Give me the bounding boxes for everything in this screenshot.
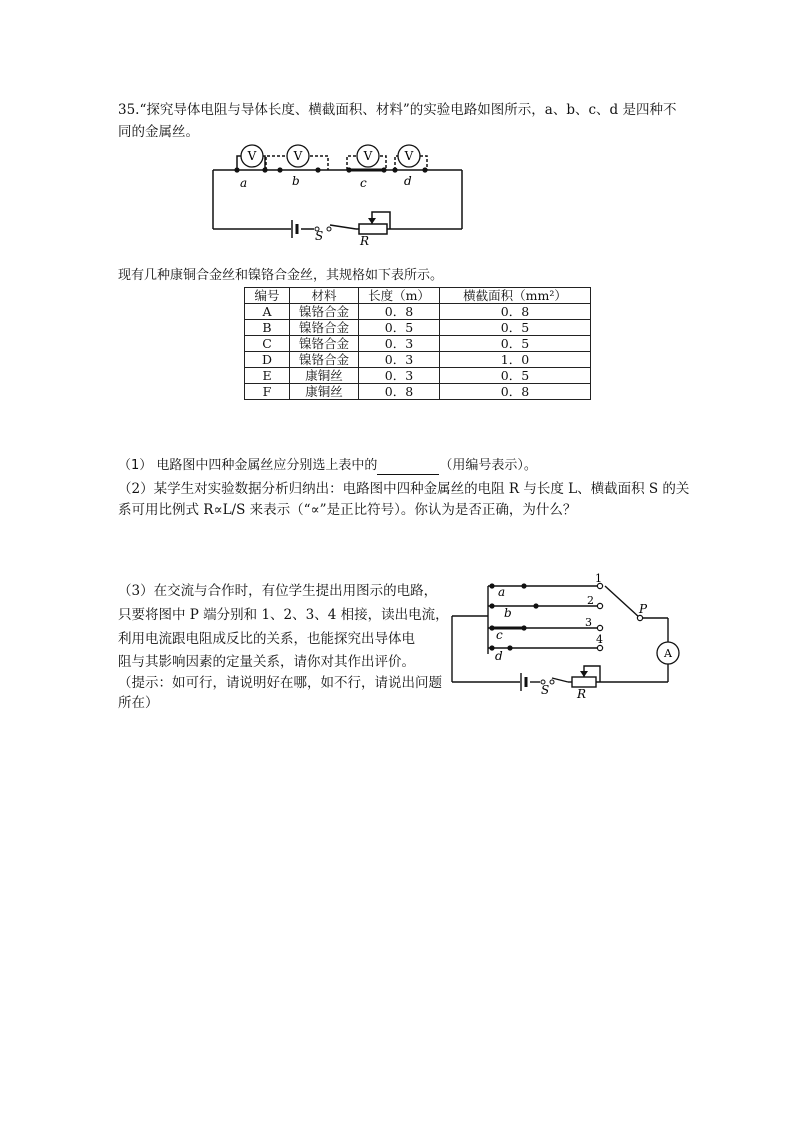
table-cell: 0．8: [440, 384, 591, 400]
table-header-row: [245, 288, 591, 304]
table-cell: 镍铬合金: [290, 352, 359, 368]
table-row: [245, 368, 591, 384]
table-cell: 0．3: [359, 352, 440, 368]
rheostat-label: R: [360, 234, 370, 246]
terminal-label: 3: [585, 616, 592, 629]
question-3-line: （提示：如可行，请说明好在哪，如不行，请说出问题: [118, 675, 442, 691]
ammeter-label: A: [664, 647, 672, 660]
spec-table: [244, 287, 591, 400]
table-cell: B: [245, 320, 290, 336]
table-cell: 0．5: [359, 320, 440, 336]
table-cell: 0．3: [359, 336, 440, 352]
wire-label-d: d: [495, 649, 503, 663]
question-3-line: 所在）: [118, 695, 159, 711]
table-cell: 康铜丝: [290, 384, 359, 400]
table-cell: 0．5: [440, 368, 591, 384]
table-header-cell: 编号: [245, 288, 290, 304]
question-3-line: 利用电流跟电阻成反比的关系，也能探究出导体电: [118, 631, 415, 647]
wire-label-a: a: [498, 585, 506, 599]
table-cell: E: [245, 368, 290, 384]
switch-label: S: [315, 229, 324, 243]
table-cell: A: [245, 304, 290, 320]
wire-label-d: d: [404, 174, 412, 188]
table-row: [245, 352, 591, 368]
question-1-text-before: （1） 电路图中四种金属丝应分别选上表中的: [118, 458, 378, 473]
voltmeter-label: V: [247, 149, 257, 163]
table-cell: 0．5: [440, 320, 591, 336]
table-header-cell: 材料: [290, 288, 359, 304]
rheostat-label: R: [577, 687, 587, 700]
question-3-line: （3）在交流与合作时，有位学生提出用图示的电路，: [118, 583, 438, 599]
question-2-line2: 系可用比例式 R∝L/S 来表示（“∝”是正比符号）。你认为是否正确，为什么？: [118, 502, 577, 518]
table-cell: 镍铬合金: [290, 336, 359, 352]
terminal-label: 4: [596, 633, 603, 646]
circuit-diagram-2: [440, 570, 690, 700]
question-intro-line1: 35.“探究导体电阻与导体长度、横截面积、材料”的实验电路如图所示，a、b、c、d 是四种不: [118, 102, 677, 118]
wire-label-b: b: [504, 606, 512, 620]
terminal-label: 2: [587, 594, 594, 607]
table-cell: 0．8: [359, 304, 440, 320]
wire-label-c: c: [360, 176, 367, 190]
question-3-line: 只要将图中 P 端分别和 1、2、3、4 相接，读出电流，: [118, 607, 449, 623]
question-3-line: 阻与其影响因素的定量关系，请你对其作出评价。: [118, 654, 415, 670]
voltmeter-label: V: [363, 149, 373, 163]
voltmeter-label: V: [404, 149, 414, 163]
table-cell: F: [245, 384, 290, 400]
table-cell: 0．3: [359, 368, 440, 384]
question-intro-line2: 同的金属丝。: [118, 124, 199, 140]
table-cell: 0．8: [440, 304, 591, 320]
table-row: [245, 320, 591, 336]
table-cell: 0．5: [440, 336, 591, 352]
table-cell: 康铜丝: [290, 368, 359, 384]
switch-label: S: [541, 683, 550, 697]
question-1-text-after: （用编号表示）。: [439, 458, 537, 473]
table-caption: 现有几种康铜合金丝和镍铬合金丝，其规格如下表所示。: [118, 268, 444, 283]
question-1: [118, 457, 537, 475]
table-header-cell: 长度（m）: [359, 288, 440, 304]
wire-label-c: c: [496, 628, 503, 642]
wire-label-b: b: [292, 174, 300, 188]
voltmeter-label: V: [293, 149, 303, 163]
wire-label-a: a: [240, 176, 248, 190]
table-header-cell: 横截面积（mm²）: [440, 288, 591, 304]
terminal-label: 1: [595, 572, 602, 585]
table-row: [245, 384, 591, 400]
table-cell: 镍铬合金: [290, 320, 359, 336]
pointer-label: P: [639, 602, 648, 616]
table-cell: C: [245, 336, 290, 352]
table-row: [245, 304, 591, 320]
table-cell: 1．0: [440, 352, 591, 368]
table-cell: D: [245, 352, 290, 368]
answer-blank[interactable]: [377, 460, 439, 475]
circuit-diagram-1: [200, 140, 475, 246]
table-cell: 镍铬合金: [290, 304, 359, 320]
question-2-line1: （2）某学生对实验数据分析归纳出：电路图中四种金属丝的电阻 R 与长度 L、横截面积 S 的关: [118, 481, 690, 497]
table-row: [245, 336, 591, 352]
table-cell: 0．8: [359, 384, 440, 400]
